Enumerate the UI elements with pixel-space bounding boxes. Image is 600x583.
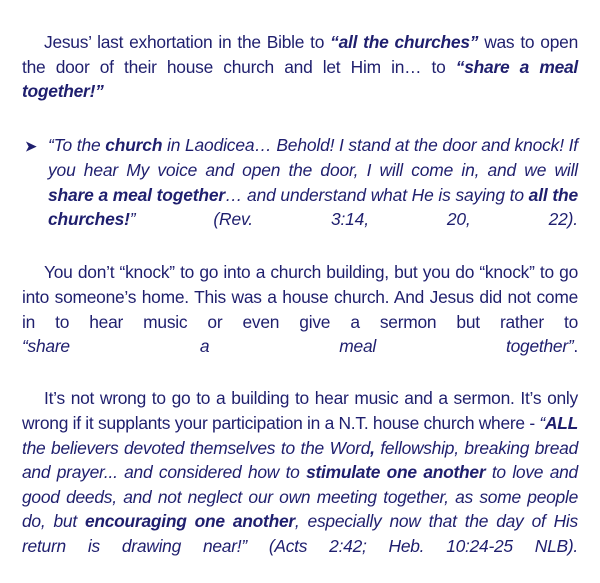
text-run-emphasis: all the churches! xyxy=(48,184,578,230)
text-run-emphasis: share a meal together xyxy=(48,184,225,205)
paragraph-intro xyxy=(22,30,578,128)
text-run: ” (Rev. 3:14, 20, 22). xyxy=(129,209,578,230)
text-run-italic: “share a meal together” xyxy=(22,336,574,357)
text-run: Jesus’ last exhortation in the Bible to xyxy=(44,32,331,52)
text-run-emphasis: “all the churches” xyxy=(330,32,479,52)
text-run-emphasis: church xyxy=(105,135,163,156)
text-run: . xyxy=(573,336,578,357)
text-run: was to open the door of their house church and let Him in… to xyxy=(22,32,578,77)
text-run-italic: the believers devoted themselves to the Word xyxy=(22,437,371,458)
bullet-quote-text xyxy=(48,133,578,256)
bullet-quote-revelation xyxy=(22,133,578,256)
paragraph-not-wrong xyxy=(22,386,578,583)
text-run-emphasis: encouraging one another xyxy=(84,511,295,532)
text-run-emphasis: , xyxy=(370,437,375,458)
text-run-emphasis: ALL xyxy=(544,412,578,433)
text-run-emphasis xyxy=(22,336,578,356)
text-run-emphasis: “share a meal together!” xyxy=(22,56,578,102)
text-run: “To the xyxy=(48,135,106,156)
text-run-italic: “ xyxy=(539,412,545,433)
text-run: in Laodicea… Behold! I stand at the door and knock! If you hear My voice and open the door, I will come in, and we will xyxy=(48,135,578,180)
text-run: You don’t “knock” to go into a church building, but you do “knock” to go into someone’s home. This was a house church. And Jesus did not come in to hear music or even give a sermon but rather to xyxy=(22,262,578,332)
text-run-emphasis: stimulate one another xyxy=(306,462,486,483)
text-run-italic: fellowship, breaking bread and prayer... and considered how to xyxy=(22,437,578,483)
text-run-italic: to love and good deeds, and not neglect our own meeting together, as some people do, but xyxy=(22,462,578,532)
text-run-italic: , especially now that the day of His return is drawing near!” (Acts 2:42; Heb. 10:24-25 NLB). xyxy=(22,511,578,556)
paragraph-knock xyxy=(22,260,578,383)
text-run: … and understand what He is saying to xyxy=(225,184,529,205)
arrow-bullet-icon: ➤ xyxy=(25,138,37,155)
text-run: It’s not wrong to go to a building to hear music and a sermon. It’s only wrong if it supplants your participation in a N.T. house church where - xyxy=(22,388,578,433)
